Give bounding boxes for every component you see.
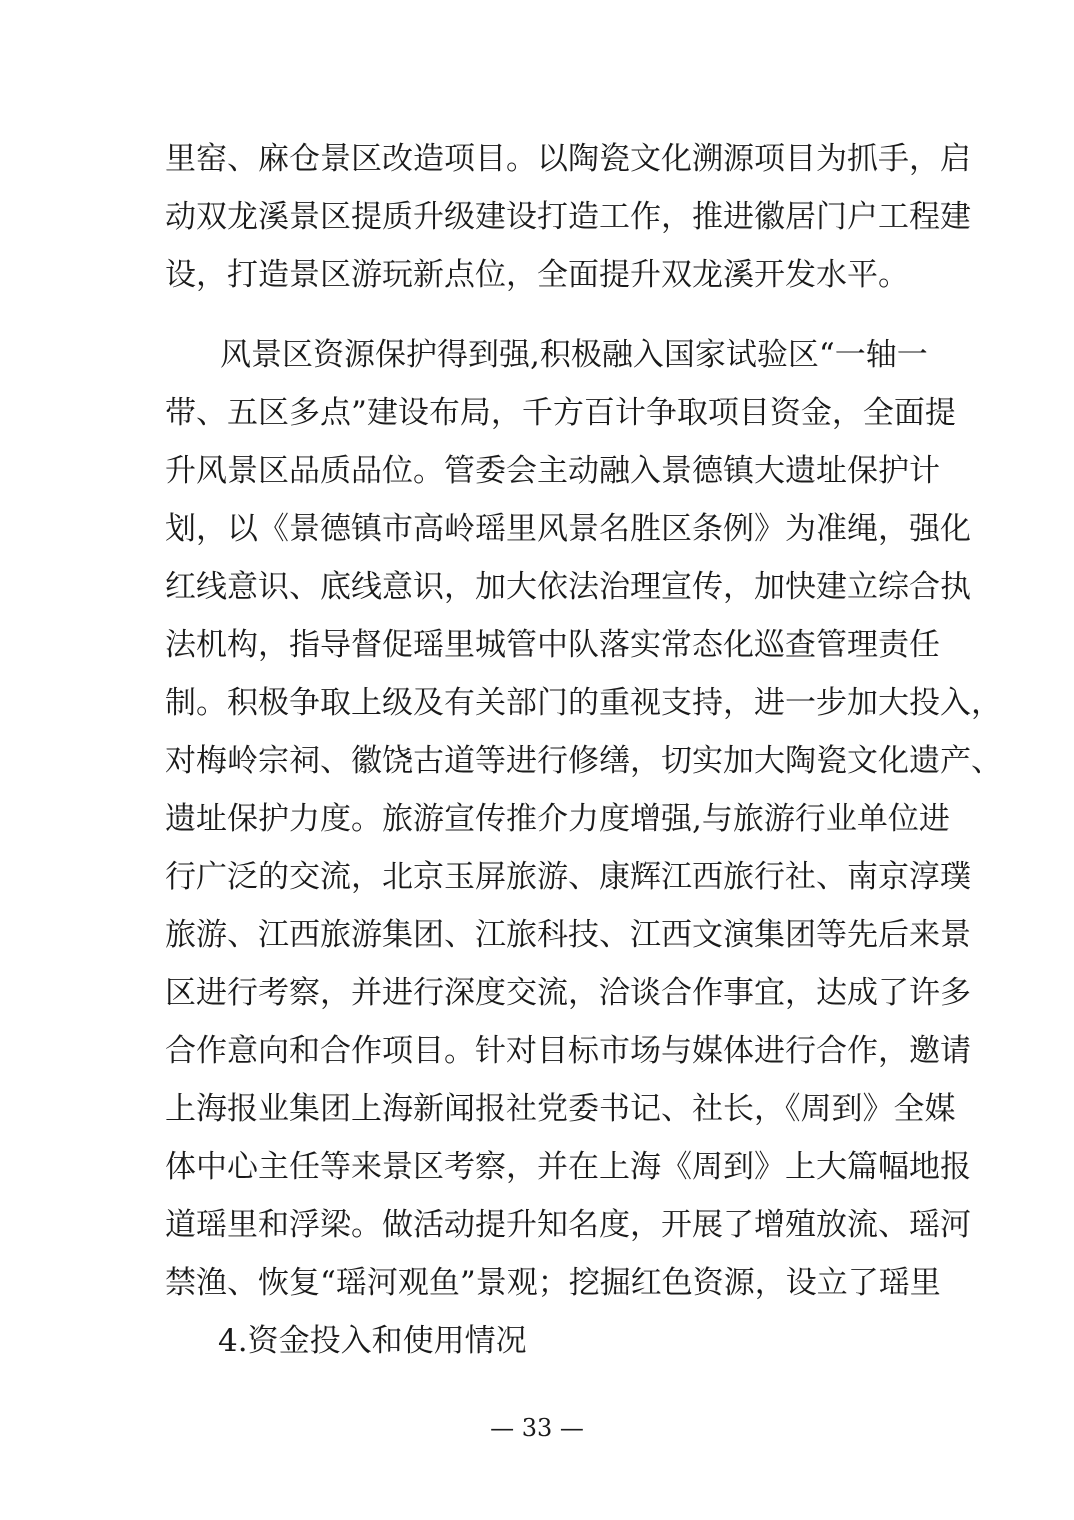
paragraph-2-line-1: 风景区资源保护得到强,积极融入国家试验区“一轴一 <box>220 337 928 373</box>
paragraph-2-line-14: 上海报业集团上海新闻报社党委书记、社长，《周到》全媒 <box>165 1091 956 1127</box>
paragraph-2-line-3: 升风景区品质品位。管委会主动融入景德镇大遗址保护计 <box>165 453 940 489</box>
paragraph-2-line-13: 合作意向和合作项目。针对目标市场与媒体进行合作，邀请 <box>165 1033 971 1069</box>
paragraph-2-line-16: 道瑶里和浮梁。做活动提升知名度，开展了增殖放流、瑶河 <box>165 1207 971 1243</box>
paragraph-2-line-17: 禁渔、恢复“瑶河观鱼”景观；挖掘红色资源，设立了瑶里 <box>165 1265 941 1301</box>
paragraph-2-line-10: 行广泛的交流，北京玉屏旅游、康辉江西旅行社、南京淳璞 <box>165 859 971 895</box>
page-number: — 33 — <box>490 1414 584 1442</box>
paragraph-2-line-9: 遗址保护力度。旅游宣传推介力度增强,与旅游行业单位进 <box>165 801 950 837</box>
paragraph-1-line-3: 设，打造景区游玩新点位，全面提升双龙溪开发水平。 <box>165 257 909 293</box>
paragraph-2-line-4: 划，以《景德镇市高岭瑶里风景名胜区条例》为准绳，强化 <box>165 511 971 547</box>
paragraph-2-line-7: 制。积极争取上级及有关部门的重视支持，进一步加大投入， <box>165 685 1002 721</box>
paragraph-2-line-2: 带、五区多点”建设布局，千方百计争取项目资金，全面提 <box>165 395 956 431</box>
paragraph-2-line-5: 红线意识、底线意识，加大依法治理宣传，加快建立综合执 <box>165 569 971 605</box>
paragraph-2-line-12: 区进行考察，并进行深度交流，洽谈合作事宜，达成了许多 <box>165 975 971 1011</box>
paragraph-2-line-11: 旅游、江西旅游集团、江旅科技、江西文演集团等先后来景 <box>165 917 971 953</box>
paragraph-1-line-1: 里窑、麻仓景区改造项目。以陶瓷文化溯源项目为抓手，启 <box>165 141 971 177</box>
paragraph-2-line-6: 法机构，指导督促瑶里城管中队落实常态化巡查管理责任 <box>165 627 940 663</box>
paragraph-2-line-15: 体中心主任等来景区考察，并在上海《周到》上大篇幅地报 <box>165 1149 971 1185</box>
paragraph-1-line-2: 动双龙溪景区提质升级建设打造工作，推进徽居门户工程建 <box>165 199 971 235</box>
section-heading: 4.资金投入和使用情况 <box>218 1323 527 1359</box>
paragraph-2-line-8: 对梅岭宗祠、徽饶古道等进行修缮，切实加大陶瓷文化遗产、 <box>165 743 1002 779</box>
